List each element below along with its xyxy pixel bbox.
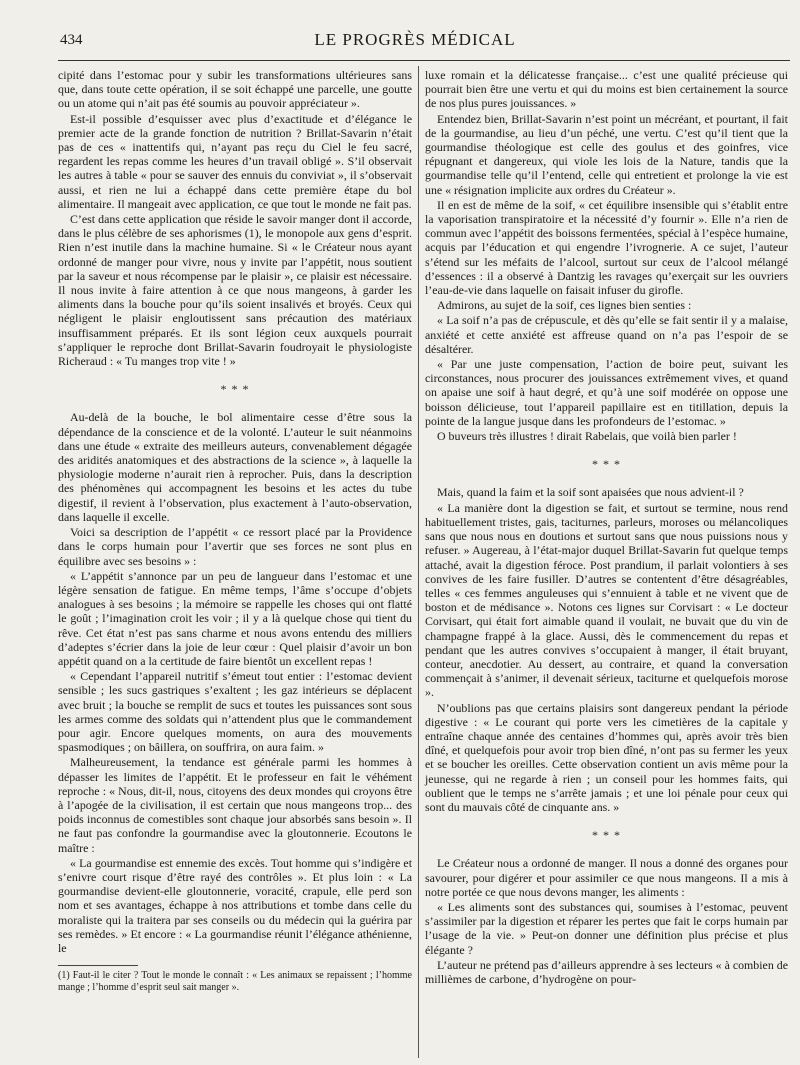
paragraph: O buveurs très illustres ! dirait Rabelais, que voilà bien parler ! [437, 429, 737, 444]
paragraph: Est-il possible d’esquisser avec plus d’exactitude et d’élégance le premier acte de la grande fonction de nutrition ? Brillat-Savarin n’était pas de ces « inattentifs qui, n’ayant pas reçu du Ciel le feu sacré, regardent les repas comme les heures d’un travail obligé ». S’il observait les autres à table « pour se sauver des ennuis du conviviat », il s’observait aussi, et rien ne lui a échappé dans cette première étape du bol alimentaire. Il mangeait avec application, ce que tout le monde ne fait pas. [58, 111, 412, 211]
paragraph: « La manière dont la digestion se fait, et surtout se termine, nous rend habituellement tristes, gais, taciturnes, parleurs, moroses ou mélancoliques sans que nous nous en doutions et surtout sans que nous puissions nous y refuser. » Augereau, à l’état-major duquel Brillat-Savarin fut quelque temps attaché, avait la digestion féroce. Post prandium, il parlait volontiers à ses convives de les faire fusiller. D’autres se contentent d’être désagréables, telles « ces femmes anguleuses qui s’ennuient à table et ne vivent que de boston et de médisance ». Notons ces lignes sur Corvisart : « Le docteur Corvisart, qui était fort aimable quand il voulait, ne buvait que du vin de champagne frappé à la glace. Aussi, dès le commencement du repas et pendant que les autres convives s’occupaient à manger, il était bruyant, conteur, anecdotier. Au dessert, au contraire, et quand la conversation commençait à s’animer, il devenait sérieux, taciturne et quelquefois morose ». [425, 500, 788, 700]
page-number: 434 [60, 32, 83, 48]
paragraph: C’est dans cette application que réside le savoir manger dont il accorde, dans le plus célèbre de ses aphorismes (1), le monopole aux gens d’esprit. Rien n’est inutile dans la machine humaine. Si « le Créateur nous ayant ordonné de manger pour vivre, nous y invite par l’appétit, nous soutient par la saveur et nous récompense par le plaisir », ce plaisir est nécessaire. Il nous invite à faire attention à ce que nous mangeons, à garder les aliments dans la bouche pour qu’ils soient insalivés et broyés. Ceux qui négligent le plaisir engloutissent sans précaution des matériaux insuffisamment préparés. Et ils sont légion ceux auxquels pourrait s’appliquer le reproche dont Brillat-Savarin foudroyait le physiologiste Richeraud : « Tu manges trop vite ! » [58, 212, 412, 369]
section-separator: * * * [592, 828, 621, 843]
section-separator: * * * [220, 382, 250, 397]
paragraph: « La soif n’a pas de crépuscule, et dès qu’elle se fait sentir il y a malaise, anxiété et cette anxiété est affreuse quand on n’a pas l’espoir de se désaltérer. [425, 313, 788, 356]
paragraph: « Par une juste compensation, l’action de boire peut, suivant les circonstances, nous procurer des jouissances extrêmement vives, et quand on apaise une soif à haut degré, et qu’à une soif modérée on oppose une boisson délicieuse, tout l’appareil papillaire est en titillation, depuis la pointe de la langue jusque dans les profondeurs de l’estomac. » [425, 357, 788, 428]
paragraph: « Cependant l’appareil nutritif s’émeut tout entier : l’estomac devient sensible ; les sucs gastriques s’exaltent ; les gaz intérieurs se déplacent avec bruit ; la bouche se remplit de sucs et toutes les puissances sont sous les armes comme des soldats qui n’attendent plus que le commandement pour agir. Encore quelques moments, on aura des mouvements spasmodiques ; on bâillera, on souffrira, on aura faim. » [58, 669, 412, 755]
paragraph: cipité dans l’estomac pour y subir les transformations ultérieures sans que, dans toute cette opération, il se soit échappé une parcelle, une goutte ou un atome qui n’ait pas été soumis au pouvoir appréciateur ». [58, 68, 412, 111]
paragraph: Mais, quand la faim et la soif sont apaisées que nous advient-il ? [437, 485, 744, 500]
paragraph: Il en est de même de la soif, « cet équilibre insensible qui s’établit entre la vaporisation transpiratoire et la nécessité d’y fournir ». Elle n’a rien de commun avec l’appétit des boissons fermentées, spécial à l’espèce humaine, acquis par l’éducation et qui engendre l’ivrognerie. A ce sujet, l’auteur s’étend sur les méfaits de l’alcool, surtout sur ceux de l’alcool mélangé d’essences : il a observé à Dantzig les ravages qu’exerçait sur les ouvriers l’eau-de-vie dans laquelle on faisait infuser du girofle. [425, 197, 788, 298]
paragraph: N’oublions pas que certains plaisirs sont dangereux pendant la période digestive : « Le courant qui porte vers les cimetières de la capitale y entraîne chaque année des centaines d’hommes qui, après avoir très bien dîné, et quelquefois pour avoir trop bien dîné, n’ont pas su fermer les yeux et se boucher les oreilles. Cette observation contient un avis même pour la jeunesse, qui ne regarde à rien ; un conseil pour les hommes faits, qui oublient que le temps ne s’arrête jamais ; et une loi pénale pour ceux qui sont du mauvais côté de cinquante ans. » [425, 700, 788, 814]
section-separator: * * * [592, 457, 621, 472]
paragraph: « Les aliments sont des substances qui, soumises à l’estomac, peuvent s’assimiler par la digestion et réparer les pertes que fait le corps humain par l’usage de la vie. » Peut-on donner une définition plus précise et plus élégante ? [425, 899, 788, 957]
paragraph: « L’appétit s’annonce par un peu de langueur dans l’estomac et une légère sensation de fatigue. En même temps, l’âme s’occupe d’objets analogues à ses besoins ; la mémoire se rappelle les choses qui ont flatté le goût ; l’imagination croit les voir ; il y a là quelque chose qui tient du rêve. Cet état n’est pas sans charme et nous avons entendu des milliers d’adeptes s’écrier dans la joie de leur cœur : Quel plaisir d’avoir un bon appétit quand on a la certitude de faire bientôt un excellent repas ! [58, 568, 412, 668]
paragraph: L’auteur ne prétend pas d’ailleurs apprendre à ses lecteurs « à combien de millièmes de carbone, d’hydrogène on pour- [425, 957, 788, 986]
page-header [40, 30, 790, 52]
right-column [425, 68, 788, 987]
paragraph: Au-delà de la bouche, le bol alimentaire cesse d’être sous la dépendance de la conscience et de la volonté. L’auteur le suit néanmoins dans une étude « extraite des meilleurs auteurs, convenablement dégagée des aridités anatomiques et des abstractions de la science », à laquelle la physiologie moderne n’aurait rien à reprocher. Puis, dans la description des phénomènes qui accompagnent les besoins et les actes du tube digestif, il revient à l’observation, plus exactement à l’auto-observation, dans laquelle il excelle. [58, 410, 412, 524]
journal-title: LE PROGRÈS MÉDICAL [314, 30, 516, 49]
paragraph: Admirons, au sujet de la soif, ces lignes bien senties : [437, 298, 692, 313]
paragraph: luxe romain et la délicatesse française... c’est une qualité précieuse qui pourrait bien être une vertu et qui du moins est bien certainement la source de nos plus pures jouissances. » [425, 68, 788, 111]
paragraph: Entendez bien, Brillat-Savarin n’est point un mécréant, et pourtant, il fait de la gourmandise, au lieu d’un péché, une vertu. C’est qu’il tient que la gourmandise théologique est celle des goulus et des goinfres, vice répugnant et dangereux, qui viole les lois de la Nature, tandis que la gourmandise telle qu’il l’entend, celle qui entretient et prolonge la vie est une « résignation implicite aux ordres du Créateur ». [425, 111, 788, 197]
footnote-rule [58, 965, 138, 966]
paragraph: Voici sa description de l’appétit « ce ressort placé par la Providence dans le corps humain pour l’avertir que ses forces ne sont plus en équilibre avec ses besoins » : [58, 525, 412, 568]
column-divider [418, 66, 419, 1058]
footnote: (1) Faut-il le citer ? Tout le monde le connaît : « Les animaux se repaissent ; l’homme mange ; l’homme d’esprit seul sait manger ». [58, 970, 412, 994]
left-column [58, 68, 412, 995]
paragraph: « La gourmandise est ennemie des excès. Tout homme qui s’indigère et s’enivre court risque d’être rayé des contrôles ». Et plus loin : « La gourmandise devient-elle gloutonnerie, voracité, crapule, elle perd son nom et ses avantages, échappe à nos attributions et tombe dans celle du moraliste qui la traitera par ses conseils ou du médecin qui la guérira par ses remèdes. » Et encore : « La gourmandise réunit l’élégance athénienne, le [58, 855, 412, 955]
header-rule [58, 60, 790, 61]
paragraph: Le Créateur nous a ordonné de manger. Il nous a donné des organes pour savourer, pour digérer et pour assimiler ce que nous mangeons. Il a mis à notre portée ce que nous devons manger, les aliments : [425, 856, 788, 899]
paragraph: Malheureusement, la tendance est générale parmi les hommes à dépasser les limites de l’appétit. Et le professeur en fait le véhément reproche : « Nous, dit-il, nous, citoyens des deux mondes qui croyons être à l’apogée de la civilisation, il est certain que nous mangeons trop... des poids inconnus de comestibles sont chaque jour absorbés sans besoin ». Il ne faut pas confondre la gourmandise avec la gloutonnerie. Ecoutons le maître : [58, 755, 412, 855]
